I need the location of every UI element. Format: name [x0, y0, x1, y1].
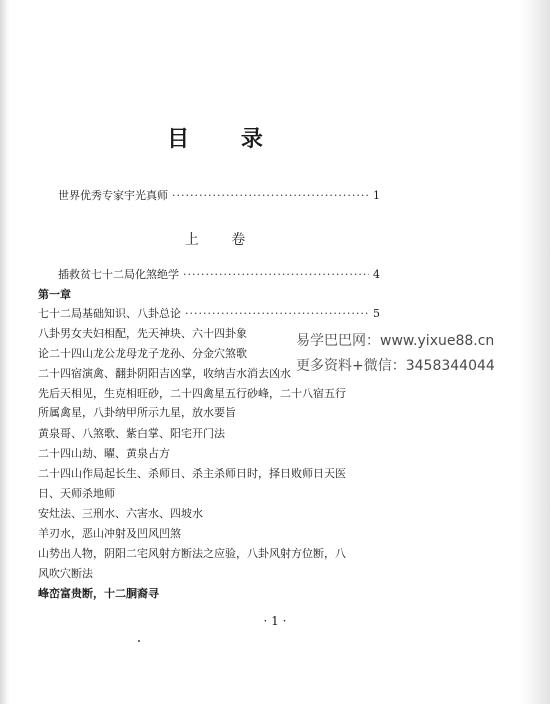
toc-line: 二十四山作局起长生、杀师日、杀主杀师日时，择日败师日天医: [38, 467, 346, 480]
page-number: · 1 ·: [263, 614, 287, 628]
toc-line: 二十四宿演禽、翻卦阴阳吉凶掌，收纳吉水消去凶水: [38, 367, 291, 380]
toc-line: 先后天相见，生克相旺砂，二十四禽星五行砂峰，二十八宿五行: [38, 387, 346, 400]
toc-entry-page: 4: [373, 268, 380, 281]
toc-line: 论二十四山龙公龙母龙子龙孙、分金穴煞歌: [38, 347, 247, 360]
toc-line: 八卦男女夫妇相配，先天神块、六十四卦象: [38, 327, 247, 340]
toc-entry: [38, 307, 380, 321]
toc-line: 峰峦富贵断，十二胴裔寻: [38, 587, 159, 600]
toc-line: 羊刃水，恶山冲射及凹风凹煞: [38, 527, 181, 540]
toc-entry: [58, 189, 380, 203]
watermark-site: 易学巴巴网：www.yixue88.cn: [296, 333, 495, 349]
toc-entry: [58, 268, 380, 282]
toc-entry-text: 插救贫七十二局化煞绝学: [58, 268, 179, 281]
toc-line: 黄泉哥、八煞歌、紫白掌、阳宅开门法: [38, 427, 225, 440]
toc-line: 安灶法、三刑水、六害水、四坡水: [38, 507, 203, 520]
page-edge-shadow-right: [520, 0, 550, 704]
watermark-contact: 更多资料+微信：3458344044: [296, 358, 495, 374]
toc-line: 山势出人物，阴阳二宅风射方断法之应验，八卦风射方位断，八: [38, 547, 346, 560]
toc-line: 所属禽星，八卦纳甲所示九星，放水要旨: [38, 406, 236, 419]
toc-leader-dots: [172, 189, 369, 203]
toc-line: 风吹穴断法: [38, 567, 93, 580]
toc-line: 日、天师杀地师: [38, 487, 115, 500]
toc-entry-text: 世界优秀专家宇光真师: [58, 189, 168, 202]
toc-leader-dots: [185, 307, 369, 321]
chapter-heading: 第一章: [38, 288, 71, 301]
page-edge-shadow-left: [0, 0, 10, 704]
toc-entry-text: 七十二局基础知识、八卦总论: [38, 307, 181, 320]
toc-line: 二十四山劫、曜、黄泉占方: [38, 447, 170, 460]
toc-entry-page: 5: [373, 307, 380, 320]
section-heading: 上 卷: [184, 232, 260, 248]
print-speck: [138, 640, 140, 642]
page-title: 目 录: [167, 126, 285, 152]
toc-entry-page: 1: [373, 189, 380, 202]
toc-leader-dots: [183, 268, 369, 282]
